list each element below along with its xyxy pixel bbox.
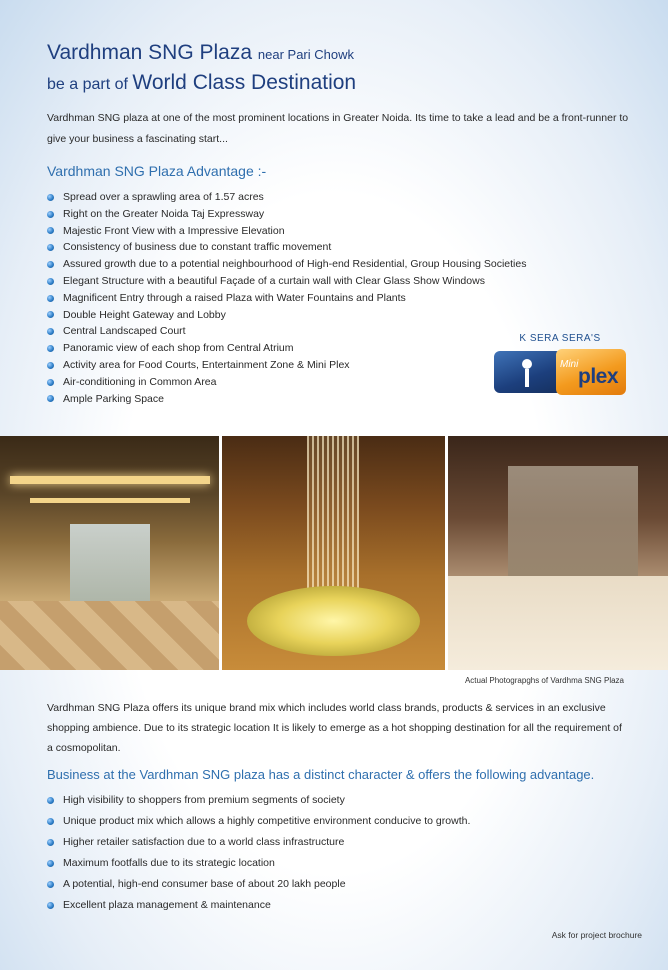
bullet-icon xyxy=(47,881,54,888)
bullet-icon xyxy=(47,345,54,352)
bullet-icon xyxy=(47,328,54,335)
miniplex-badge xyxy=(494,349,626,395)
logo-mini-text: Mini xyxy=(560,359,579,370)
business-heading: Business at the Vardhman SNG plaza has a distinct character & offers the following advantage. xyxy=(47,767,595,782)
list-item: High visibility to shoppers from premium segments of society xyxy=(47,790,470,811)
bullet-icon xyxy=(47,839,54,846)
miniplex-logo xyxy=(490,333,630,395)
logo-caption: K SERA SERA'S xyxy=(519,333,601,344)
list-item: Maximum footfalls due to its strategic location xyxy=(47,853,470,874)
business-list xyxy=(47,790,470,916)
list-item: Majestic Front View with a Impressive Elevation xyxy=(47,223,526,240)
list-item: A potential, high-end consumer base of about 20 lakh people xyxy=(47,874,470,895)
list-item: Elegant Structure with a beautiful Façade of a curtain wall with Clear Glass Show Windows xyxy=(47,273,526,290)
headline xyxy=(47,40,356,100)
brochure-note: Ask for project brochure xyxy=(551,930,642,940)
bullet-icon xyxy=(47,278,54,285)
list-item: Excellent plaza management & maintenance xyxy=(47,895,470,916)
bullet-icon xyxy=(47,902,54,909)
bullet-icon xyxy=(47,860,54,867)
intro-paragraph: Vardhman SNG plaza at one of the most prominent locations in Greater Noida. Its time to take a lead and be a front-runner to give your business a fascinating start... xyxy=(47,112,629,145)
list-item: Assured growth due to a potential neighbourhood of High-end Residential, Group Housing Societies xyxy=(47,256,526,273)
list-item: Right on the Greater Noida Taj Expressway xyxy=(47,206,526,223)
photo-corridor xyxy=(448,436,668,670)
list-item: Activity area for Food Courts, Entertainment Zone & Mini Plex xyxy=(47,357,526,374)
bullet-icon xyxy=(47,311,54,318)
list-item: Unique product mix which allows a highly competitive environment conducive to growth. xyxy=(47,811,470,832)
brand-mix-paragraph: Vardhman SNG Plaza offers its unique brand mix which includes world class brands, products & services in an exclusive shopping ambience. Due to its strategic location It is likely to emerge as a hot shopping destination for all the requirement of a cosmopolitan. xyxy=(47,702,622,754)
list-item: Higher retailer satisfaction due to a world class infrastructure xyxy=(47,832,470,853)
bullet-icon xyxy=(47,818,54,825)
list-item: Panoramic view of each shop from Central Atrium xyxy=(47,340,526,357)
advantage-list xyxy=(47,189,526,407)
list-item: Double Height Gateway and Lobby xyxy=(47,307,526,324)
bullet-icon xyxy=(47,261,54,268)
bullet-icon xyxy=(47,244,54,251)
bullet-icon xyxy=(47,227,54,234)
bullet-icon xyxy=(47,194,54,201)
photo-atrium-fountain xyxy=(222,436,445,670)
photo-strip xyxy=(0,436,668,670)
tagline-prefix: be a part of xyxy=(47,76,128,93)
project-name: Vardhman SNG Plaza xyxy=(47,41,253,64)
tagline-emphasis: World Class Destination xyxy=(132,71,357,94)
bullet-icon xyxy=(47,395,54,402)
list-item: Air-conditioning in Common Area xyxy=(47,374,526,391)
headline-line-2 xyxy=(47,68,356,100)
list-item: Magnificent Entry through a raised Plaza with Water Fountains and Plants xyxy=(47,290,526,307)
bullet-icon xyxy=(47,797,54,804)
bullet-icon xyxy=(47,362,54,369)
project-location: near Pari Chowk xyxy=(257,47,354,62)
photo-lobby xyxy=(0,436,219,670)
bullet-icon xyxy=(47,379,54,386)
list-item: Central Landscaped Court xyxy=(47,323,526,340)
list-item: Ample Parking Space xyxy=(47,391,526,408)
bullet-icon xyxy=(47,211,54,218)
bullet-icon xyxy=(47,295,54,302)
logo-plex-text: plex xyxy=(578,365,619,388)
logo-figure-icon xyxy=(494,351,562,393)
photo-caption: Actual Photograpghs of Vardhma SNG Plaza xyxy=(464,676,624,685)
headline-line-1 xyxy=(47,40,356,68)
advantage-heading: Vardhman SNG Plaza Advantage :- xyxy=(47,163,267,179)
list-item: Spread over a sprawling area of 1.57 acres xyxy=(47,189,526,206)
list-item: Consistency of business due to constant traffic movement xyxy=(47,239,526,256)
